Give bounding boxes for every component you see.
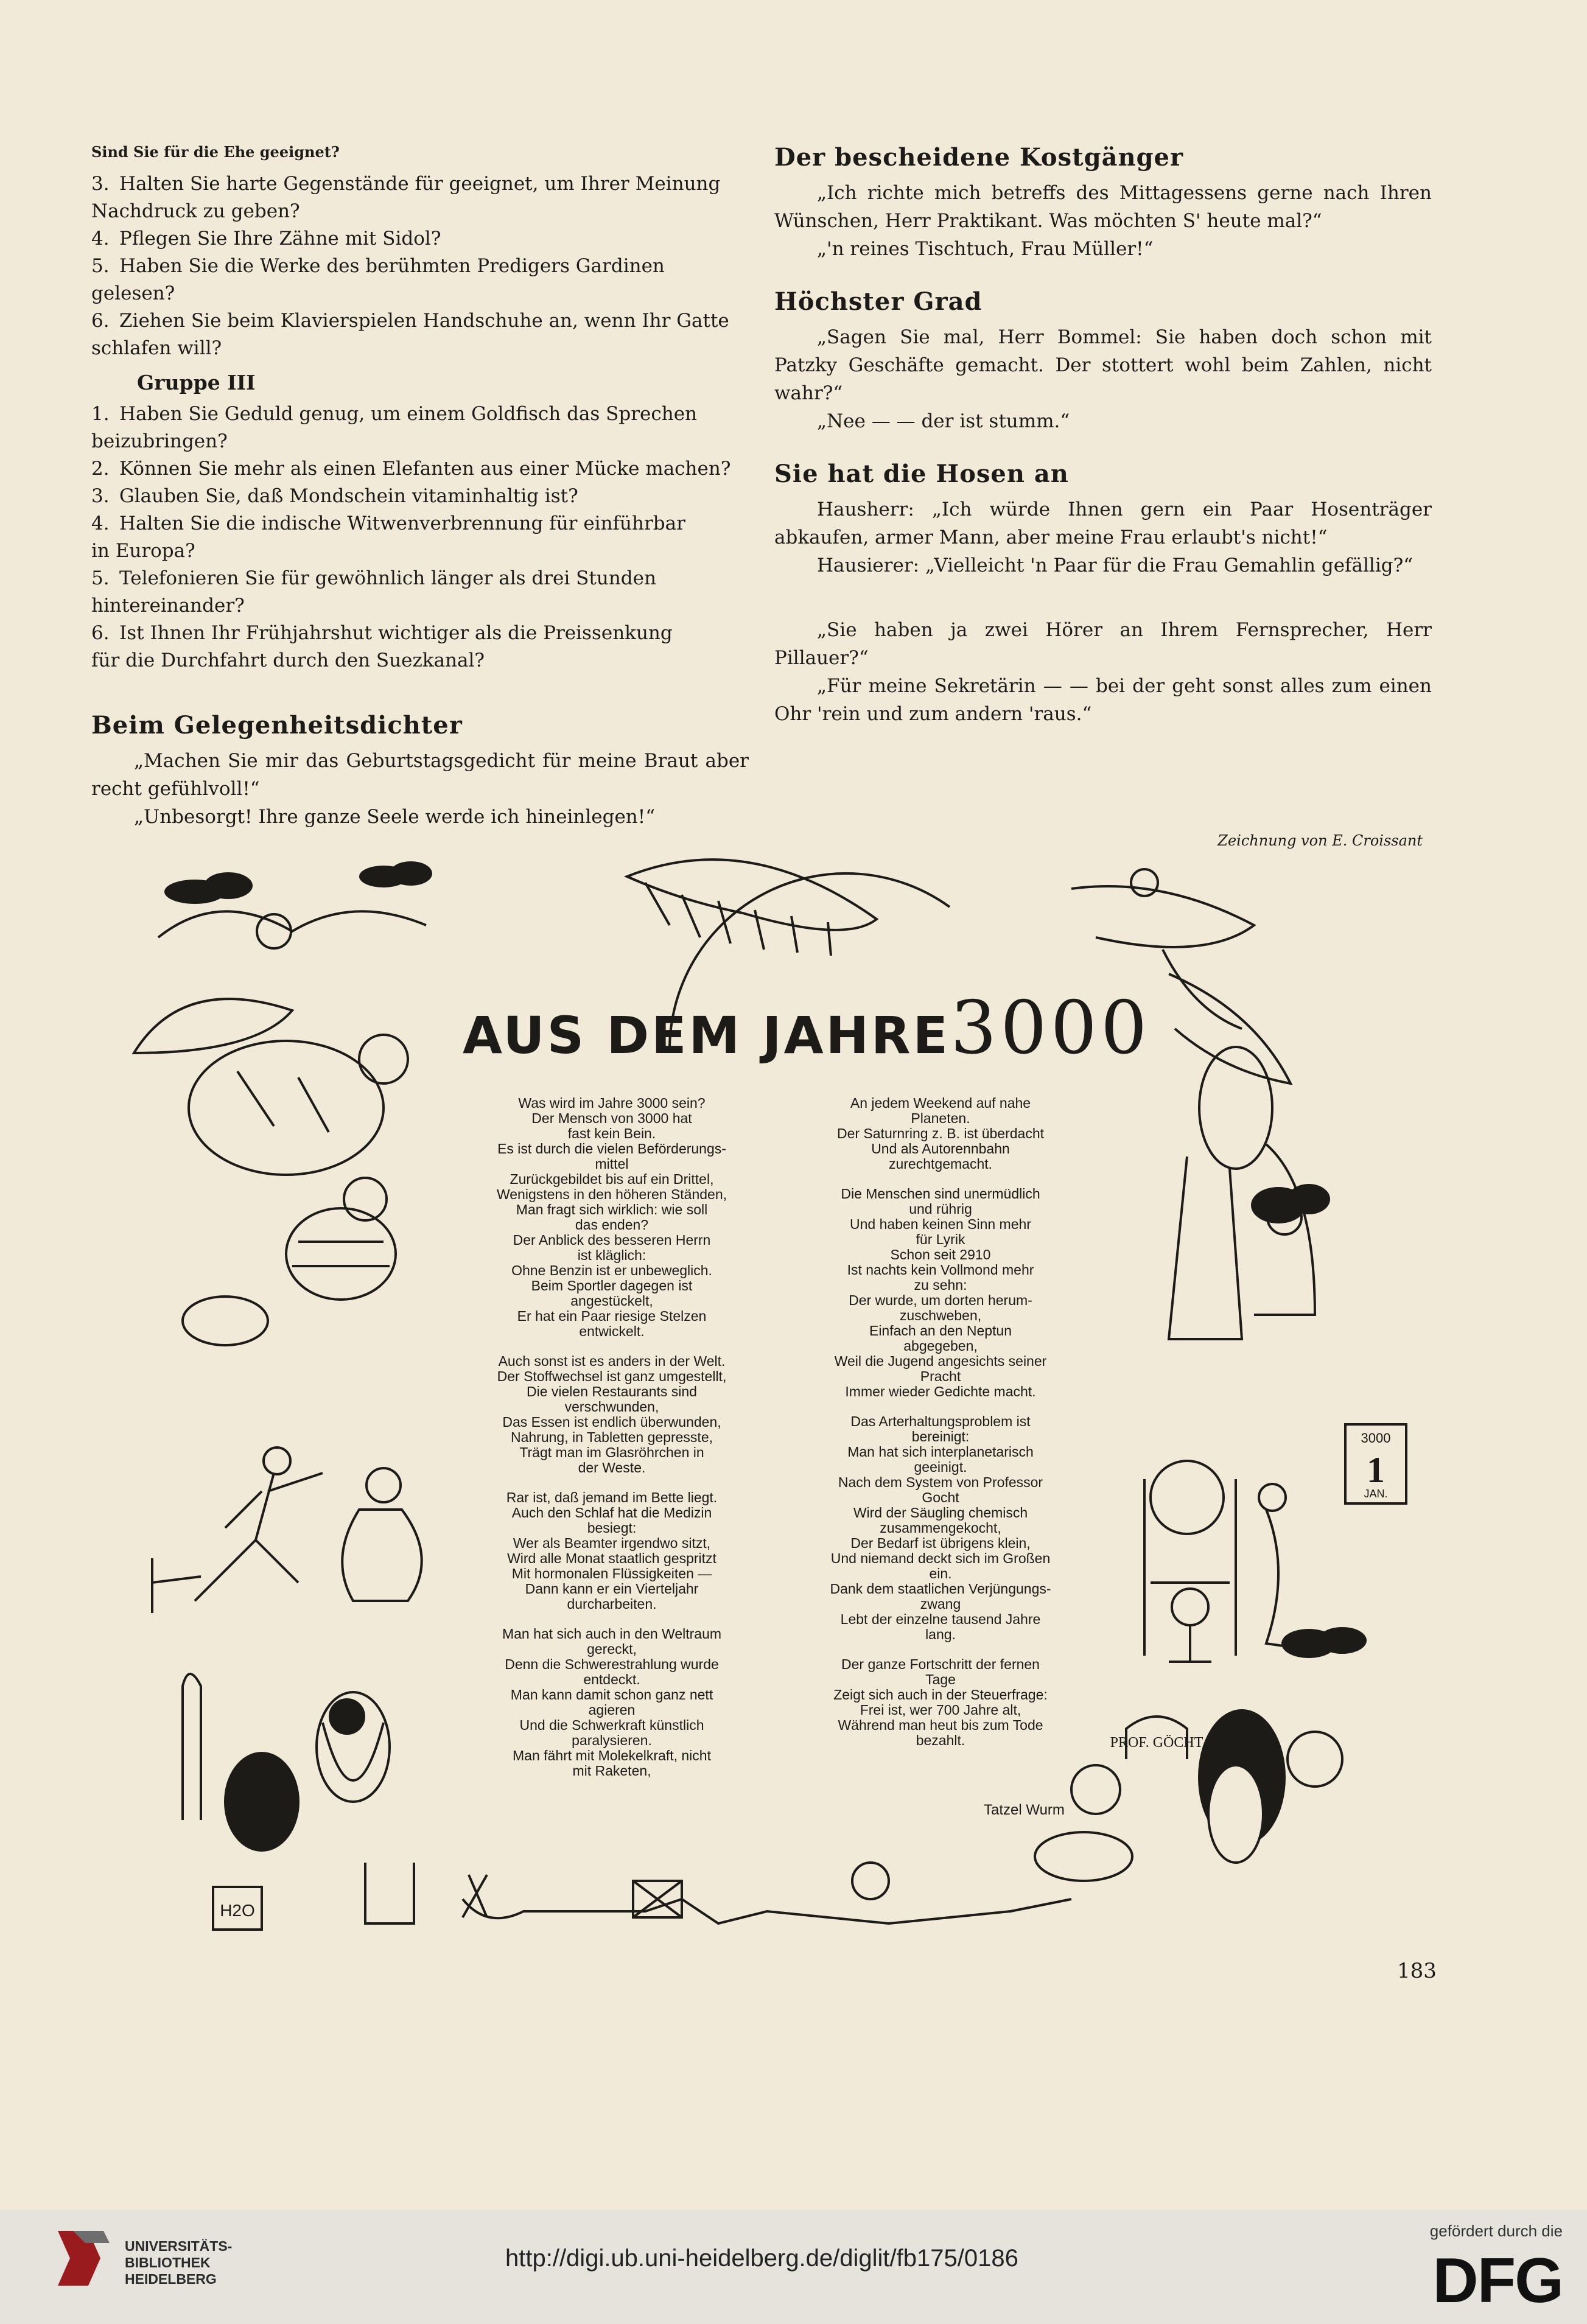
poem-line: geeinigt. [914, 1459, 967, 1475]
stork-nurse-icon [1144, 1461, 1309, 1662]
poem-line: paralysieren. [572, 1732, 652, 1748]
section-kostgaenger [774, 143, 1432, 263]
poem-line: An jedem Weekend auf nahe [850, 1095, 1031, 1111]
poem-stanza [782, 1414, 1099, 1642]
poem-line: Der Mensch von 3000 hat [531, 1110, 692, 1126]
poem-line: Beim Sportler dagegen ist [531, 1278, 693, 1293]
svg-text:H2O: H2O [220, 1901, 255, 1920]
question-text: Haben Sie Geduld genug, um einem Goldfisch das Sprechen [119, 403, 698, 425]
poem-title-year: 3000 [950, 986, 1151, 1071]
section-paragraph: „Sie haben ja zwei Hörer an Ihrem Fernsprecher, Herr Pillauer?“ [774, 619, 1432, 669]
poem-line: Zurückgebildet bis auf ein Drittel, [510, 1171, 714, 1187]
poem-line: Der ganze Fortschritt der fernen [841, 1656, 1040, 1672]
dfg-logo: DFG [1432, 2245, 1563, 2316]
poem-line: Man fährt mit Molekelkraft, nicht [513, 1748, 711, 1763]
question-number: 1. [91, 403, 110, 425]
poem-line: Und als Autorennbahn [871, 1141, 1010, 1157]
poem-line: Ist nachts kein Vollmond mehr [847, 1262, 1034, 1278]
quiz-header: Sind Sie für die Ehe geeignet? [91, 143, 340, 161]
poem-line: ist kläglich: [577, 1247, 646, 1263]
poem-line: Und niemand deckt sich im Großen [830, 1550, 1051, 1566]
poem-line: Rar ist, daß jemand im Bette liegt. [506, 1489, 718, 1505]
question-item [91, 307, 749, 335]
section-paragraph: „Für meine Sekretärin — — bei der geht sonst alles zum einen Ohr 'rein und zum andern 'raus.“ [774, 675, 1432, 725]
poem-line: verschwunden, [564, 1399, 659, 1415]
poem-line: Es ist durch die vielen Beförderungs- [497, 1141, 726, 1157]
svg-text:PROF. GÖCHT: PROF. GÖCHT [1110, 1735, 1203, 1751]
section-paragraph: Hausierer: „Vielleicht 'n Paar für die Frau Gemahlin gefällig?“ [817, 555, 1414, 576]
group-title: Gruppe III [137, 371, 256, 394]
poem-line: Der Saturnring z. B. ist überdacht [836, 1125, 1045, 1141]
poem-line: Einfach an den Neptun [869, 1323, 1012, 1339]
poem-line: Dann kann er ein Vierteljahr [525, 1581, 699, 1597]
section-paragraph: „Sagen Sie mal, Herr Bommel: Sie haben doch schon mit Patzky Geschäfte gemacht. Der stottert wohl beim Zahlen, nicht wahr?“ [774, 326, 1432, 404]
poem-stanza [782, 1096, 1099, 1172]
question-continuation: Nachdruck zu geben? [91, 200, 300, 222]
section-hoechster-grad [774, 287, 1432, 435]
section-paragraph: „Machen Sie mir das Geburtstagsgedicht für meine Braut aber recht gefühlvoll!“ [91, 750, 749, 800]
right-crowd-icon [1163, 950, 1315, 1339]
runners-icon [152, 1447, 422, 1613]
poem-line: entwickelt. [579, 1323, 645, 1339]
poem-line: entdeckt. [583, 1671, 640, 1687]
poem-line: Trägt man im Glasröhrchen in [519, 1444, 704, 1460]
question-text: Glauben Sie, daß Mondschein vitaminhaltig ist? [119, 485, 578, 507]
poem-line: Das Arterhaltungsproblem ist [850, 1413, 1031, 1429]
question-item [91, 170, 749, 198]
section-paragraph: Hausherr: „Ich würde Ihnen gern ein Paar Hosenträger abkaufen, armer Mann, aber meine Frau erlaubt's nicht!“ [774, 499, 1432, 548]
university-name [125, 2238, 232, 2287]
question-text: Halten Sie harte Gegenstände für geeignet, um Ihrer Meinung [119, 173, 721, 195]
poem-line: Man kann damit schon ganz nett [510, 1687, 713, 1703]
poem-line: Auch den Schlaf hat die Medizin [511, 1505, 712, 1521]
poem-line: Und die Schwerkraft künstlich [519, 1717, 704, 1733]
poem-line: Er hat ein Paar riesige Stelzen [517, 1308, 707, 1324]
question-continuation: beizubringen? [91, 430, 228, 452]
poem-line: Mit hormonalen Flüssigkeiten — [511, 1566, 712, 1581]
question-item [91, 565, 749, 592]
poem-line: Weil die Jugend angesichts seiner [834, 1353, 1047, 1369]
poem-line: Gocht [922, 1489, 959, 1505]
question-list-a [91, 170, 749, 362]
poem-line: Frei ist, wer 700 Jahre alt, [860, 1702, 1021, 1718]
poem-line: zurechtgemacht. [888, 1156, 993, 1172]
poem-right-column [782, 1096, 1099, 1763]
poem-line: zu sehn: [914, 1277, 967, 1293]
section-fernsprecher [774, 616, 1432, 728]
question-continuation: in Europa? [91, 540, 195, 562]
poem-line: Und haben keinen Sinn mehr [850, 1216, 1031, 1232]
question-number: 6. [91, 622, 110, 644]
poem-line: Ohne Benzin ist er unbeweglich. [511, 1262, 712, 1278]
source-url-link[interactable]: http://digi.ub.uni-heidelberg.de/diglit/fb175/0186 [505, 2245, 1018, 2272]
question-number: 3. [91, 485, 110, 507]
question-continuation: schlafen will? [91, 337, 222, 359]
section-paragraph: „Nee — — der ist stumm.“ [817, 410, 1070, 432]
poem-line: ein. [929, 1566, 952, 1581]
poem-left-column [454, 1096, 770, 1793]
poem-line: Planeten. [911, 1110, 970, 1126]
poem-line: agieren [588, 1702, 636, 1718]
question-continuation: für die Durchfahrt durch den Suezkanal? [91, 649, 485, 671]
university-name-line: UNIVERSITÄTS- [125, 2238, 233, 2254]
question-text: Telefonieren Sie für gewöhnlich länger als drei Stunden [119, 567, 656, 589]
question-continuation: hintereinander? [91, 595, 245, 617]
section-paragraph: „Unbesorgt! Ihre ganze Seele werde ich hineinlegen!“ [134, 806, 656, 828]
svg-text:JAN.: JAN. [1364, 1488, 1388, 1500]
poem-line: Der Bedarf ist übrigens klein, [850, 1535, 1031, 1551]
poem-line: abgegeben, [903, 1338, 978, 1354]
section-hosen [774, 460, 1432, 579]
balloon-figure-icon [189, 1035, 408, 1175]
poem-line: Pracht [920, 1368, 961, 1384]
section-title: Sie hat die Hosen an [774, 460, 1069, 488]
poem-line: Die vielen Restaurants sind [527, 1384, 697, 1399]
svg-text:1: 1 [1367, 1450, 1385, 1490]
poem-line: Wer als Beamter irgendwo sitzt, [513, 1535, 711, 1551]
question-item [91, 620, 749, 647]
fat-figure-icon [183, 1178, 396, 1345]
university-name-line: HEIDELBERG [125, 2271, 217, 2287]
poem-line: Man hat sich interplanetarisch [847, 1444, 1034, 1460]
question-text: Halten Sie die indische Witwenverbrennung für einführbar [119, 513, 685, 534]
poem-line: bezahlt. [916, 1732, 965, 1748]
poem-stanza [454, 1490, 770, 1612]
poem-line: Man hat sich auch in den Weltraum [502, 1626, 722, 1642]
poem-line: Nach dem System von Professor [838, 1474, 1043, 1490]
question-item [91, 253, 749, 307]
question-number: 6. [91, 310, 110, 332]
question-item [91, 510, 749, 537]
poem-line: bereinigt: [911, 1429, 970, 1444]
poem-line: Das Essen ist endlich überwunden, [502, 1414, 721, 1430]
section-paragraph: „'n reines Tischtuch, Frau Müller!“ [817, 238, 1154, 260]
question-item [91, 225, 749, 253]
question-item [91, 455, 749, 483]
poem-line: Dank dem staatlichen Verjüngungs- [830, 1581, 1051, 1597]
poem-line: Wird der Säugling chemisch [853, 1505, 1028, 1521]
poem-line: Man fragt sich wirklich: wie soll [516, 1202, 708, 1217]
poem-line: angestückelt, [570, 1293, 653, 1309]
poem-stanza [454, 1096, 770, 1339]
poem-author: Tatzel Wurm [984, 1802, 1065, 1818]
poem-line: Der Anblick des besseren Herrn [513, 1232, 711, 1248]
poem-line: der Weste. [578, 1460, 646, 1475]
poem-line: Tage [925, 1671, 956, 1687]
poem-title-text: AUS DEM JAHRE [463, 1006, 950, 1065]
poem-line: Was wird im Jahre 3000 sein? [518, 1095, 706, 1111]
question-item [91, 483, 749, 510]
poem-line: mit Raketen, [572, 1763, 651, 1779]
question-text: Pflegen Sie Ihre Zähne mit Sidol? [119, 228, 441, 250]
question-number: 5. [91, 567, 110, 589]
poem-stanza [782, 1186, 1099, 1399]
poem-line: lang. [925, 1626, 956, 1642]
question-number: 3. [91, 173, 110, 195]
poem-line: mittel [595, 1156, 629, 1172]
poem-line: Wird alle Monat staatlich gespritzt [507, 1550, 716, 1566]
poem-title [463, 986, 1151, 1071]
question-text: Haben Sie die Werke des berühmten Predigers Gardinen gelesen? [91, 255, 665, 304]
ground-line-icon [463, 1863, 1071, 1923]
poem-stanza [454, 1354, 770, 1475]
section-title: Der bescheidene Kostgänger [774, 143, 1184, 172]
poem-line: besiegt: [587, 1520, 637, 1536]
poem-line: Zeigt sich auch in der Steuerfrage: [833, 1687, 1048, 1703]
question-text: Können Sie mehr als einen Elefanten aus einer Mücke machen? [119, 458, 731, 480]
poem-line: Immer wieder Gedichte macht. [845, 1384, 1036, 1399]
poem-line: Der Stoffwechsel ist ganz umgestellt, [497, 1368, 727, 1384]
question-number: 2. [91, 458, 110, 480]
question-list-b [91, 401, 749, 674]
right-column [774, 143, 1432, 752]
poem-line: Nahrung, in Tabletten gepresste, [510, 1429, 713, 1445]
page-number: 183 [1397, 1959, 1437, 1983]
poem-stanza [782, 1657, 1099, 1748]
question-number: 5. [91, 255, 110, 277]
poem-line: Auch sonst ist es anders in der Welt. [498, 1353, 726, 1369]
question-number: 4. [91, 513, 110, 534]
poem-line: fast kein Bein. [567, 1125, 656, 1141]
poem-line: Die Menschen sind unermüdlich [841, 1186, 1040, 1202]
university-logo-icon [52, 2225, 113, 2292]
university-name-line: BIBLIOTHEK [125, 2255, 211, 2270]
funded-by-label: gefördert durch die [1429, 2222, 1563, 2240]
question-item [91, 401, 749, 428]
cloud-left-icon [164, 861, 432, 904]
poem-line: und rührig [909, 1201, 972, 1217]
calendar-icon [1345, 1424, 1406, 1503]
question-text: Ziehen Sie beim Klavierspielen Handschuhe an, wenn Ihr Gatte [119, 310, 729, 332]
poem-line: zusammengekocht, [880, 1520, 1001, 1536]
section-paragraph: „Ich richte mich betreffs des Mittagessens gerne nach Ihren Wünschen, Herr Praktikant. Was möchten S' heute mal?“ [774, 182, 1432, 232]
section-title: Höchster Grad [774, 287, 983, 316]
poem-line: Lebt der einzelne tausend Jahre [840, 1611, 1041, 1627]
left-column [91, 143, 749, 855]
section-gelegenheitsdichter [91, 711, 749, 831]
question-text: Ist Ihnen Ihr Frühjahrshut wichtiger als die Preissenkung [119, 622, 673, 644]
question-number: 4. [91, 228, 110, 250]
poem-line: durcharbeiten. [567, 1596, 657, 1612]
poem-line: Schon seit 2910 [890, 1247, 991, 1262]
lab-scene-icon [183, 1674, 487, 1930]
poem-line: Während man heut bis zum Tode [838, 1717, 1043, 1733]
poem-line: Der wurde, um dorten herum- [849, 1292, 1032, 1308]
poem-line: Wenigstens in den höheren Ständen, [496, 1186, 727, 1202]
svg-text:3000: 3000 [1361, 1430, 1391, 1446]
poem-stanza [454, 1626, 770, 1779]
poem-line: Denn die Schwerestrahlung wurde [505, 1656, 719, 1672]
section-title: Beim Gelegenheitsdichter [91, 711, 463, 740]
poem-line: das enden? [575, 1217, 649, 1233]
poem-line: zwang [920, 1596, 961, 1612]
poem-line: gereckt, [587, 1641, 637, 1657]
poem-line: für Lyrik [916, 1231, 965, 1247]
illustration-credit: Zeichnung von E. Croissant [1217, 832, 1423, 849]
poem-line: zuschweben, [899, 1307, 982, 1323]
cloud-right-icon [1251, 1184, 1367, 1658]
